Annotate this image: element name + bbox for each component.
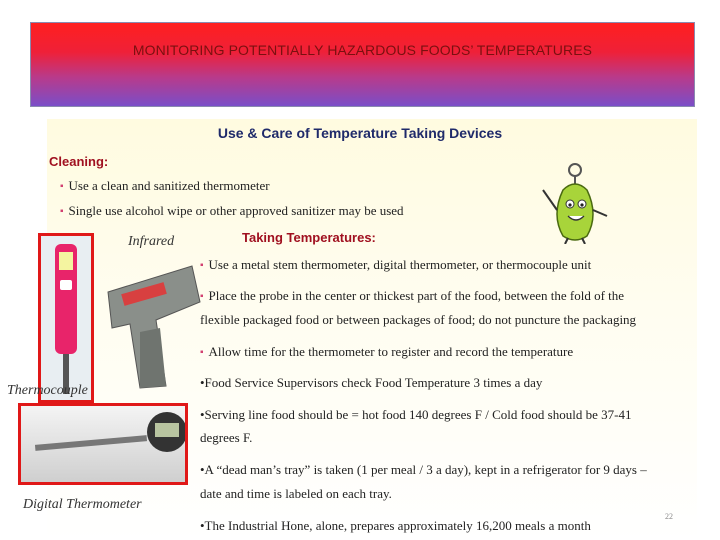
page-title: MONITORING POTENTIALLY HAZARDOUS FOODS’ TEMPERATURES	[132, 42, 593, 58]
cleaning-item-2: ▪ Single use alcohol wipe or other approved sanitizer may be used	[60, 203, 404, 218]
thermocouple-caption: Thermocouple	[7, 383, 88, 398]
infrared-caption: Infrared	[128, 234, 175, 249]
taking-item-3: ▪ Allow time for the thermometer to register and record the temperature	[200, 344, 574, 359]
cleaning-heading: Cleaning:	[49, 154, 109, 169]
title-banner	[30, 22, 695, 107]
taking-item-7: •The Industrial Hone, alone, prepares approximately 16,200 meals a month	[200, 518, 591, 533]
bullet-icon: ▪	[200, 260, 204, 271]
taking-item-6: •A “dead man’s tray” is taken (1 per meal / 3 a day), kept in a refrigerator for 9 days –	[200, 462, 647, 477]
taking-item-6-cont: date and time is labeled on each tray.	[200, 486, 392, 501]
slide-subtitle: Use & Care of Temperature Taking Devices	[217, 125, 503, 141]
infrared-thermometer-photo	[38, 233, 94, 403]
bullet-icon: ▪	[200, 347, 204, 358]
infrared-gun-photo	[100, 262, 202, 392]
digital-thermometer-photo	[18, 403, 188, 485]
digital-caption: Digital Thermometer	[23, 497, 142, 512]
taking-item-2: ▪ Place the probe in the center or thickest part of the food, between the fold of the	[200, 288, 625, 303]
cleaning-item-1: ▪ Use a clean and sanitized thermometer	[60, 178, 270, 193]
taking-item-1: ▪ Use a metal stem thermometer, digital thermometer, or thermocouple unit	[200, 257, 592, 272]
taking-item-4: •Food Service Supervisors check Food Temperature 3 times a day	[200, 375, 543, 390]
page-number: 22	[665, 512, 673, 521]
taking-item-5-cont: degrees F.	[200, 430, 253, 445]
taking-item-2-cont: flexible packaged food or between packages of food; do not puncture the packaging	[200, 312, 637, 327]
taking-item-5: •Serving line food should be = hot food 140 degrees F / Cold food should be 37-41	[200, 407, 632, 422]
taking-heading: Taking Temperatures:	[242, 230, 376, 245]
bullet-icon: ▪	[60, 181, 64, 192]
bullet-icon: ▪	[60, 206, 64, 217]
pear-mascot-icon	[535, 160, 615, 244]
bullet-icon: ▪	[200, 291, 204, 302]
